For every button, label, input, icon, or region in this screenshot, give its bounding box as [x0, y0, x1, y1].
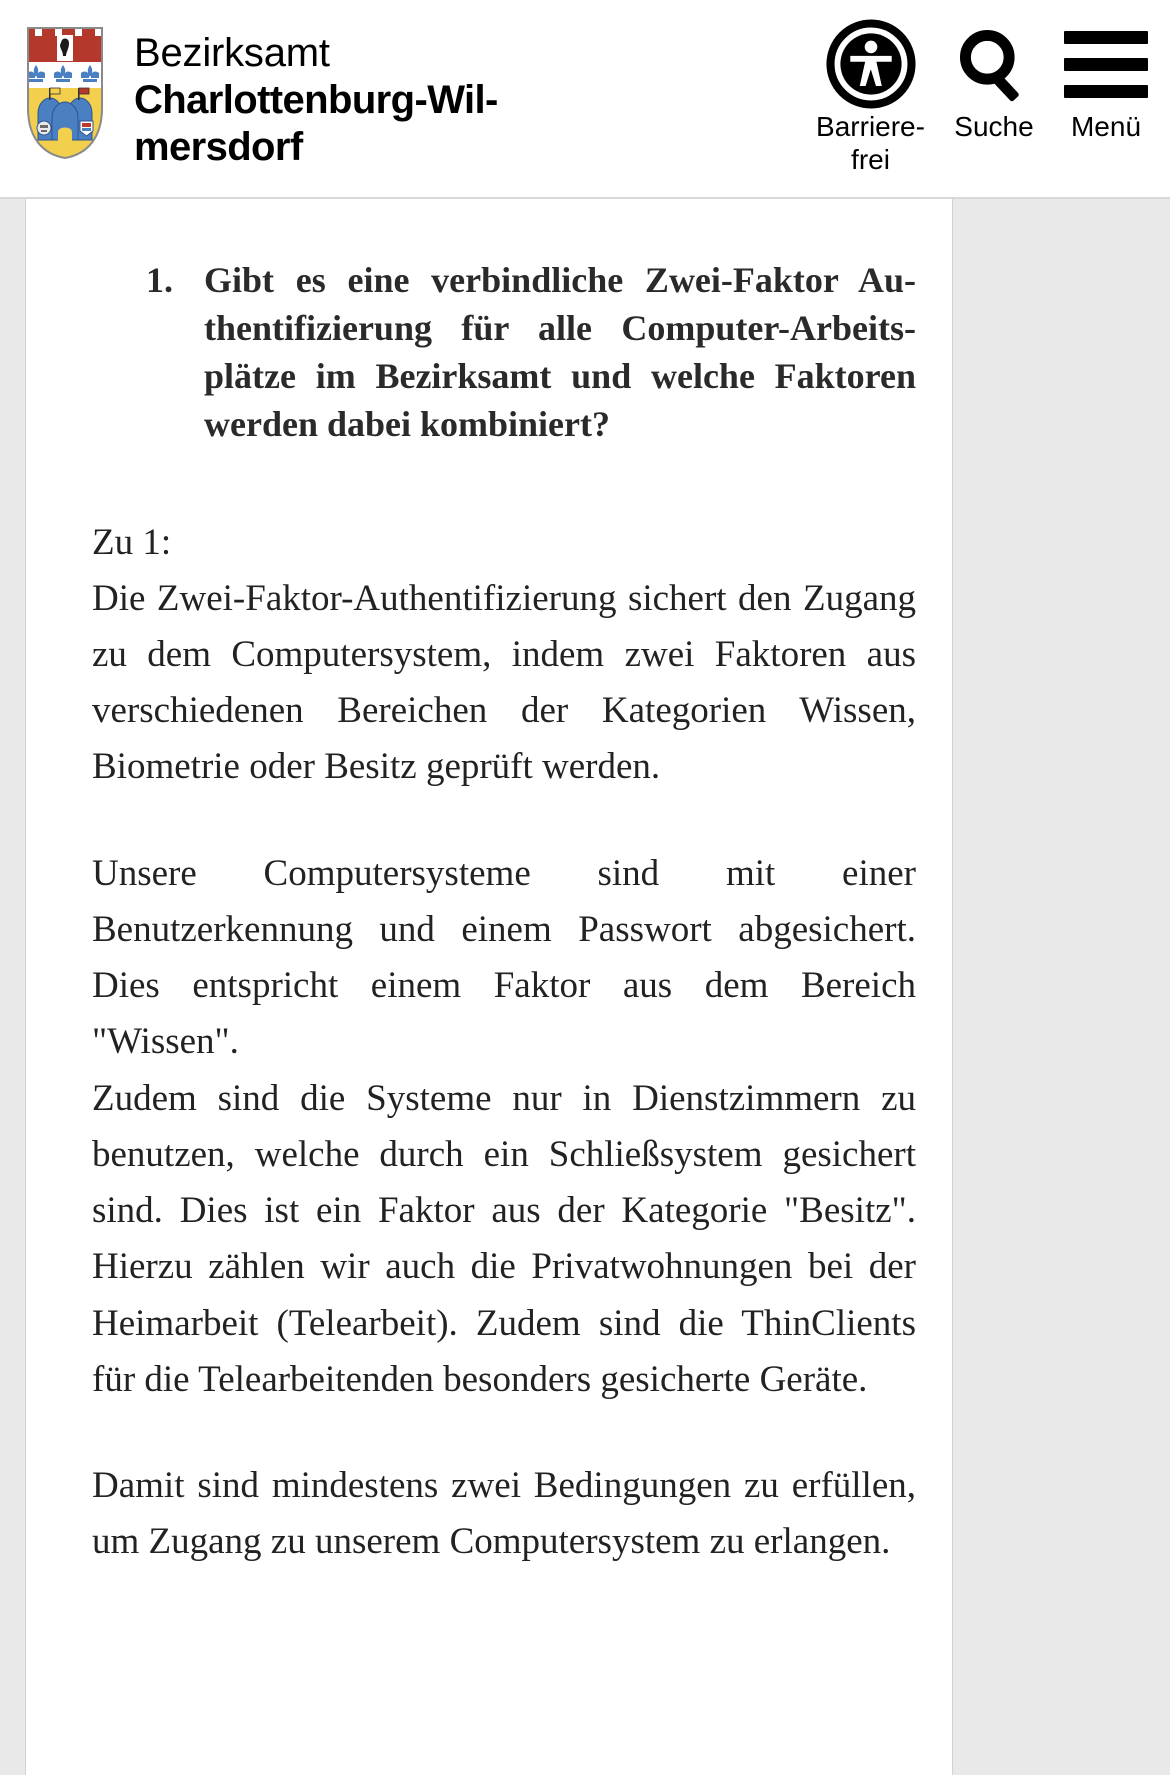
paragraph-spacer	[92, 796, 916, 846]
hamburger-menu-icon	[1064, 18, 1148, 110]
accessibility-label: Barriere- frei	[816, 111, 925, 176]
question-number: 1.	[146, 260, 173, 300]
search-label: Suche	[954, 111, 1034, 142]
menu-label: Menü	[1070, 111, 1142, 142]
answer-paragraph-2: Unsere Computersysteme sind mit einer Benutzerkennung und einem Passwort abgesichert. Dies entspricht einem Faktor aus dem Bereich "Wissen".	[92, 852, 916, 1063]
search-icon	[952, 18, 1036, 110]
coat-of-arms-icon	[22, 22, 108, 162]
answer-block	[26, 515, 952, 1571]
search-button[interactable]	[938, 18, 1050, 143]
answer-paragraph-3: Zudem sind die Systeme nur in Dienstzimmern zu benutzen, welche durch ein Schließsystem gesichert sind. Dies ist ein Faktor aus der Kategorie "Besitz". Hierzu zählen wir auch die Privatwohnungen bei der Heimarbeit (Telearbeit). Zudem sind die ThinClients für die Telearbeitenden besonders gesicherte Geräte.	[92, 1077, 916, 1400]
brand-line-district: Charlottenburg-Wil- mersdorf	[134, 78, 498, 170]
accessibility-button[interactable]	[803, 18, 938, 176]
header-actions	[803, 18, 1162, 176]
document-viewport[interactable]	[0, 199, 1170, 1775]
menu-button[interactable]	[1050, 18, 1162, 143]
brand-text	[134, 22, 498, 172]
brand-line-bezirksamt: Bezirksamt	[134, 31, 330, 75]
site-header	[0, 0, 1170, 199]
document-page	[26, 199, 952, 1775]
answer-paragraph-1: Die Zwei-Faktor-Authentifizierung sichert den Zugang zu dem Computersystem, indem zwei Faktoren aus verschiedenen Bereichen der Kategorien Wissen, Biometrie oder Besitz geprüft werden.	[92, 577, 916, 788]
answer-paragraph-4: Damit sind mindestens zwei Bedingungen zu erfüllen, um Zugang zu unserem Computersystem zu erlangen.	[92, 1465, 916, 1563]
question-text: Gibt es eine verbindliche Zwei-Faktor Authentifizierung für alle Computer-Arbeitsplätze im Bezirksamt und welche Faktoren werden dabei kombiniert?	[204, 260, 916, 444]
paragraph-spacer-2	[92, 1408, 916, 1458]
accessibility-icon	[826, 18, 916, 110]
answer-label: Zu 1:	[92, 521, 172, 563]
question-item	[26, 257, 952, 449]
brand-logo-block[interactable]	[0, 0, 498, 172]
